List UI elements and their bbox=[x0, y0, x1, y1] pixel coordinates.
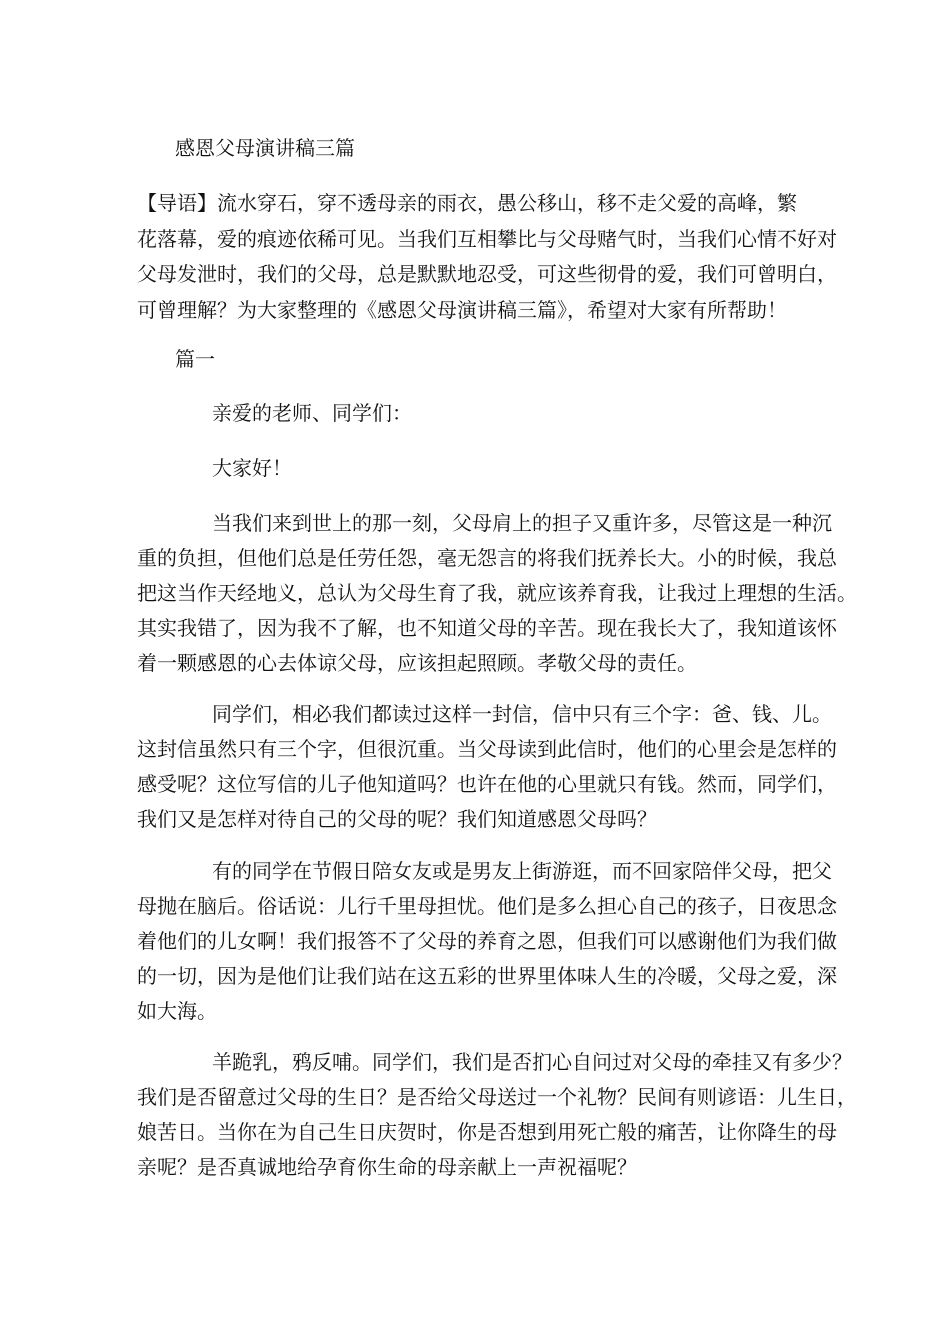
paragraph-line: 如大海。 bbox=[137, 999, 217, 1023]
paragraph-line: 同学们，相必我们都读过这样一封信，信中只有三个字：爸、钱、儿。 bbox=[212, 702, 832, 726]
paragraph-line: 有的同学在节假日陪女友或是男友上街游逛，而不回家陪伴父母，把父 bbox=[212, 859, 832, 883]
paragraph-line: 我们又是怎样对待自己的父母的呢？我们知道感恩父母吗？ bbox=[137, 807, 657, 831]
paragraph-line: 当我们来到世上的那一刻，父母肩上的担子又重许多，尽管这是一种沉 bbox=[212, 511, 832, 535]
paragraph-line: 把这当作天经地义，总认为父母生育了我，就应该养育我，让我过上理想的生活。 bbox=[137, 581, 857, 605]
paragraph-line: 母抛在脑后。俗话说：儿行千里母担忧。他们是多么担心自己的孩子，日夜思念 bbox=[137, 894, 837, 918]
paragraph-line: 我们是否留意过父母的生日？是否给父母送过一个礼物？民间有则谚语：儿生日， bbox=[137, 1085, 857, 1109]
paragraph-line: 羊跪乳，鸦反哺。同学们，我们是否扪心自问过对父母的牵挂又有多少？ bbox=[212, 1050, 852, 1074]
paragraph-line: 着一颗感恩的心去体谅父母，应该担起照顾。孝敬父母的责任。 bbox=[137, 651, 697, 675]
salutation: 亲爱的老师、同学们： bbox=[212, 401, 412, 425]
intro-line: 父母发泄时，我们的父母，总是默默地忍受，可这些彻骨的爱，我们可曾明白， bbox=[137, 262, 837, 286]
paragraph-line: 重的负担，但他们总是任劳任怨，毫无怨言的将我们抚养长大。小的时候，我总 bbox=[137, 546, 837, 570]
paragraph-line: 这封信虽然只有三个字，但很沉重。当父母读到此信时，他们的心里会是怎样的 bbox=[137, 737, 837, 761]
section-heading: 篇一 bbox=[175, 347, 215, 371]
intro-line: 花落幕，爱的痕迹依稀可见。当我们互相攀比与父母赌气时，当我们心情不好对 bbox=[137, 227, 837, 251]
paragraph-line: 的一切，因为是他们让我们站在这五彩的世界里体味人生的冷暖，父母之爱，深 bbox=[137, 964, 837, 988]
paragraph-line: 其实我错了，因为我不了解，也不知道父母的辛苦。现在我长大了，我知道该怀 bbox=[137, 616, 837, 640]
paragraph-line: 亲呢？是否真诚地给孕育你生命的母亲献上一声祝福呢？ bbox=[137, 1155, 637, 1179]
document-title: 感恩父母演讲稿三篇 bbox=[175, 136, 355, 160]
intro-line: 可曾理解？为大家整理的《感恩父母演讲稿三篇》，希望对大家有所帮助！ bbox=[137, 298, 787, 322]
paragraph-line: 娘苦日。当你在为自己生日庆贺时，你是否想到用死亡般的痛苦，让你降生的母 bbox=[137, 1120, 837, 1144]
intro-line: 【导语】流水穿石，穿不透母亲的雨衣，愚公移山，移不走父爱的高峰，繁 bbox=[137, 191, 797, 215]
greeting: 大家好！ bbox=[212, 456, 292, 480]
paragraph-line: 感受呢？这位写信的儿子他知道吗？也许在他的心里就只有钱。然而，同学们， bbox=[137, 772, 837, 796]
paragraph-line: 着他们的儿女啊！我们报答不了父母的养育之恩，但我们可以感谢他们为我们做 bbox=[137, 929, 837, 953]
